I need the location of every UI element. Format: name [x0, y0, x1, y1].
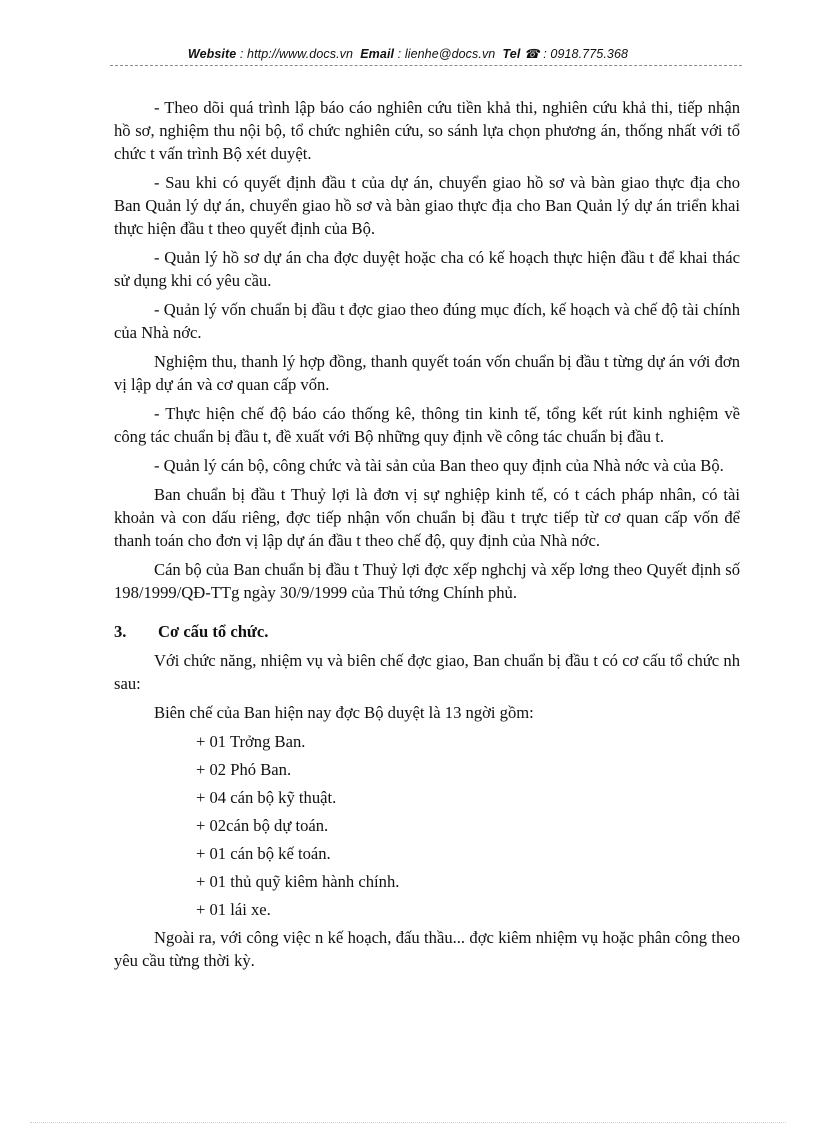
list-item: + 01 Trởng Ban.: [196, 732, 306, 751]
list-item: + 01 thủ quỹ kiêm hành chính.: [196, 872, 400, 891]
document-body: [114, 96, 740, 978]
paragraph-6: - Thực hiện chế độ báo cáo thống kê, thông tin kinh tế, tổng kết rút kinh nghiệm về công tác chuẩn bị đầu t, đề xuất với Bộ những quy định về công tác chuẩn bị đầu t.: [114, 404, 740, 446]
paragraph-3: - Quản lý hồ sơ dự án cha đợc duyệt hoặc cha có kế hoạch thực hiện đầu t để khai thác sử dụng khi có yêu cầu.: [114, 248, 740, 290]
section-paragraph-1: Với chức năng, nhiệm vụ và biên chế đợc giao, Ban chuẩn bị đầu t có cơ cấu tổ chức nh sau:: [114, 651, 740, 693]
paragraph-2: - Sau khi có quyết định đầu t của dự án, chuyển giao hồ sơ và bàn giao thực địa cho Ban Quản lý dự án, chuyển giao hồ sơ và bàn giao thực địa cho Ban Quản lý dự án triển khai thực hiện đầu t theo quyết định của Bộ.: [114, 173, 740, 238]
staff-list: [114, 730, 740, 921]
list-item: + 04 cán bộ kỹ thuật.: [196, 788, 337, 807]
page-header: [0, 46, 816, 61]
section-paragraph-2: Biên chế của Ban hiện nay đợc Bộ duyệt là 13 ngời gồm:: [154, 703, 534, 722]
phone-icon: ☎: [524, 47, 540, 61]
paragraph-5: Nghiệm thu, thanh lý hợp đồng, thanh quyết toán vốn chuẩn bị đầu t từng dự án với đơn vị lập dự án và cơ quan cấp vốn.: [114, 352, 740, 394]
tel-label: Tel: [502, 47, 521, 61]
paragraph-1: - Theo dõi quá trình lập báo cáo nghiên cứu tiền khả thi, nghiên cứu khả thi, tiếp nhận hồ sơ, nghiệm thu nội bộ, tổ chức nghiên cứu, so sánh lựa chọn phương án, thống nhất với tổ chức t vấn trình Bộ xét duyệt.: [114, 98, 740, 163]
header-divider: [110, 65, 742, 66]
list-item: + 02 Phó Ban.: [196, 760, 292, 779]
email-value: : lienhe@docs.vn: [397, 47, 496, 61]
paragraph-9: Cán bộ của Ban chuẩn bị đầu t Thuỷ lợi đợc xếp nghchj và xếp lơng theo Quyết định số 198/1999/QĐ-TTg ngày 30/9/1999 của Thủ tớng Chính phủ.: [114, 560, 740, 602]
list-item: + 01 lái xe.: [196, 900, 271, 919]
website-value: : http://www.docs.vn: [239, 47, 354, 61]
email-label: Email: [360, 47, 395, 61]
closing-paragraph: Ngoài ra, với công việc n kế hoạch, đấu thầu... đợc kiêm nhiệm vụ hoặc phân công theo yêu cầu từng thời kỳ.: [114, 928, 740, 970]
list-item: + 02cán bộ dự toán.: [196, 816, 329, 835]
section-heading: [114, 620, 740, 643]
section-number: 3.: [114, 622, 127, 641]
website-label: Website: [187, 47, 237, 61]
section-title: Cơ cấu tổ chức.: [158, 622, 269, 641]
paragraph-4: - Quản lý vốn chuẩn bị đầu t đợc giao theo đúng mục đích, kế hoạch và chế độ tài chính của Nhà nớc.: [114, 300, 740, 342]
paragraph-7: - Quản lý cán bộ, công chức và tài sản của Ban theo quy định của Nhà nớc và của Bộ.: [154, 456, 724, 475]
paragraph-8: Ban chuẩn bị đầu t Thuỷ lợi là đơn vị sự nghiệp kinh tế, có t cách pháp nhân, có tài khoản và con dấu riêng, đợc tiếp nhận vốn chuẩn bị đầu t trực tiếp từ cơ quan cấp vốn để thanh toán cho đơn vị lập dự án đầu t theo chế độ, quy định của Nhà nớc.: [114, 485, 740, 550]
list-item: + 01 cán bộ kế toán.: [196, 844, 331, 863]
tel-value: : 0918.775.368: [543, 47, 629, 61]
